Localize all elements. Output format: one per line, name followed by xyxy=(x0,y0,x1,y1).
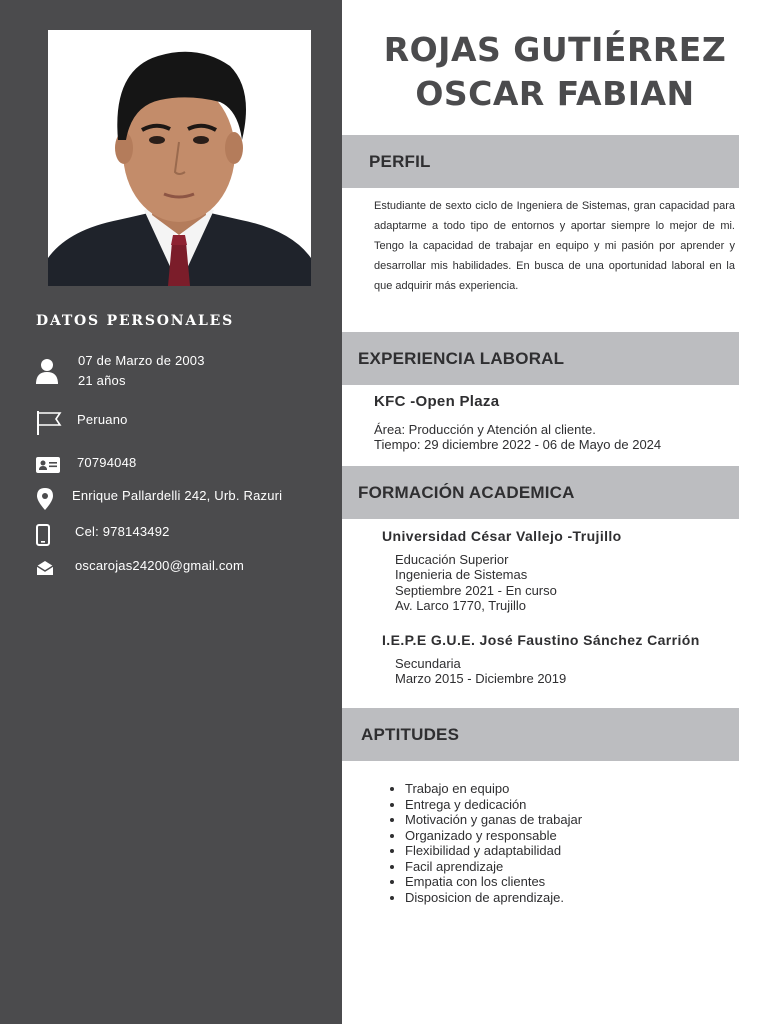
address: Enrique Pallardelli 242, Urb. Razuri xyxy=(72,488,283,503)
education-institution-2: I.E.P.E G.U.E. José Faustino Sánchez Carrión xyxy=(382,632,700,648)
name-line-2: OSCAR FABIAN xyxy=(415,74,695,113)
skill-item: Trabajo en equipo xyxy=(388,781,582,797)
experience-section-title: EXPERIENCIA LABORAL xyxy=(358,349,565,368)
skills-section-title: APTITUDES xyxy=(361,725,460,744)
job-company: KFC -Open Plaza xyxy=(374,393,500,410)
email[interactable]: oscarojas24200@gmail.com xyxy=(75,558,245,573)
flag-icon xyxy=(36,410,58,432)
name-line-1: ROJAS GUTIÉRREZ xyxy=(383,30,727,69)
phone: Cel: 978143492 xyxy=(75,524,170,539)
mobile-phone-icon xyxy=(36,524,58,546)
envelope-icon xyxy=(36,560,58,582)
sidebar xyxy=(0,0,342,1024)
profile-section-title: PERFIL xyxy=(369,152,431,171)
education-1-line-2: Ingenieria de Sistemas xyxy=(395,567,528,582)
skill-item: Flexibilidad y adaptabilidad xyxy=(388,843,582,859)
education-section-title: FORMACIÓN ACADEMICA xyxy=(358,483,575,502)
profile-text: Estudiante de sexto ciclo de Ingeniera de Sistemas, gran capacidad para adaptarme a todo tipo de entornos y aportar siempre lo mejor de mi. Tengo la capacidad de trabajar en equipo y mi pasión por aprender y desarrollar mis habilidades. En busca de una oportunidad laboral en la que adquirir más experiencia. xyxy=(374,200,735,292)
birth-date: 07 de Marzo de 2003 xyxy=(78,353,205,368)
location-pin-icon xyxy=(36,488,58,510)
personal-data-heading: DATOS PERSONALES xyxy=(36,313,235,329)
education-1-line-4: Av. Larco 1770, Trujillo xyxy=(395,598,527,613)
skill-item: Organizado y responsable xyxy=(388,828,582,844)
experience-section-bar xyxy=(342,332,739,385)
education-1-line-3: Septiembre 2021 - En curso xyxy=(395,583,557,598)
user-icon xyxy=(36,358,58,380)
nationality: Peruano xyxy=(77,412,128,427)
education-2-line-1: Secundaria xyxy=(395,656,461,671)
full-name xyxy=(342,28,768,116)
skill-item: Motivación y ganas de trabajar xyxy=(388,812,582,828)
dni-number: 70794048 xyxy=(77,455,137,470)
education-institution-1: Universidad César Vallejo -Trujillo xyxy=(382,528,622,544)
profile-section-bar xyxy=(342,135,739,188)
education-section-bar xyxy=(342,466,739,519)
skill-item: Facil aprendizaje xyxy=(388,859,582,875)
job-time: Tiempo: 29 diciembre 2022 - 06 de Mayo de 2024 xyxy=(374,437,662,452)
id-card-icon xyxy=(36,457,58,479)
profile-photo xyxy=(48,30,311,286)
skills-section-bar xyxy=(342,708,739,761)
skills-list xyxy=(388,781,582,905)
age: 21 años xyxy=(78,373,126,388)
skill-item: Disposicion de aprendizaje. xyxy=(388,890,582,906)
education-1-line-1: Educación Superior xyxy=(395,552,509,567)
education-2-line-2: Marzo 2015 - Diciembre 2019 xyxy=(395,671,567,686)
skill-item: Entrega y dedicación xyxy=(388,797,582,813)
skill-item: Empatia con los clientes xyxy=(388,874,582,890)
job-area: Área: Producción y Atención al cliente. xyxy=(374,422,596,437)
